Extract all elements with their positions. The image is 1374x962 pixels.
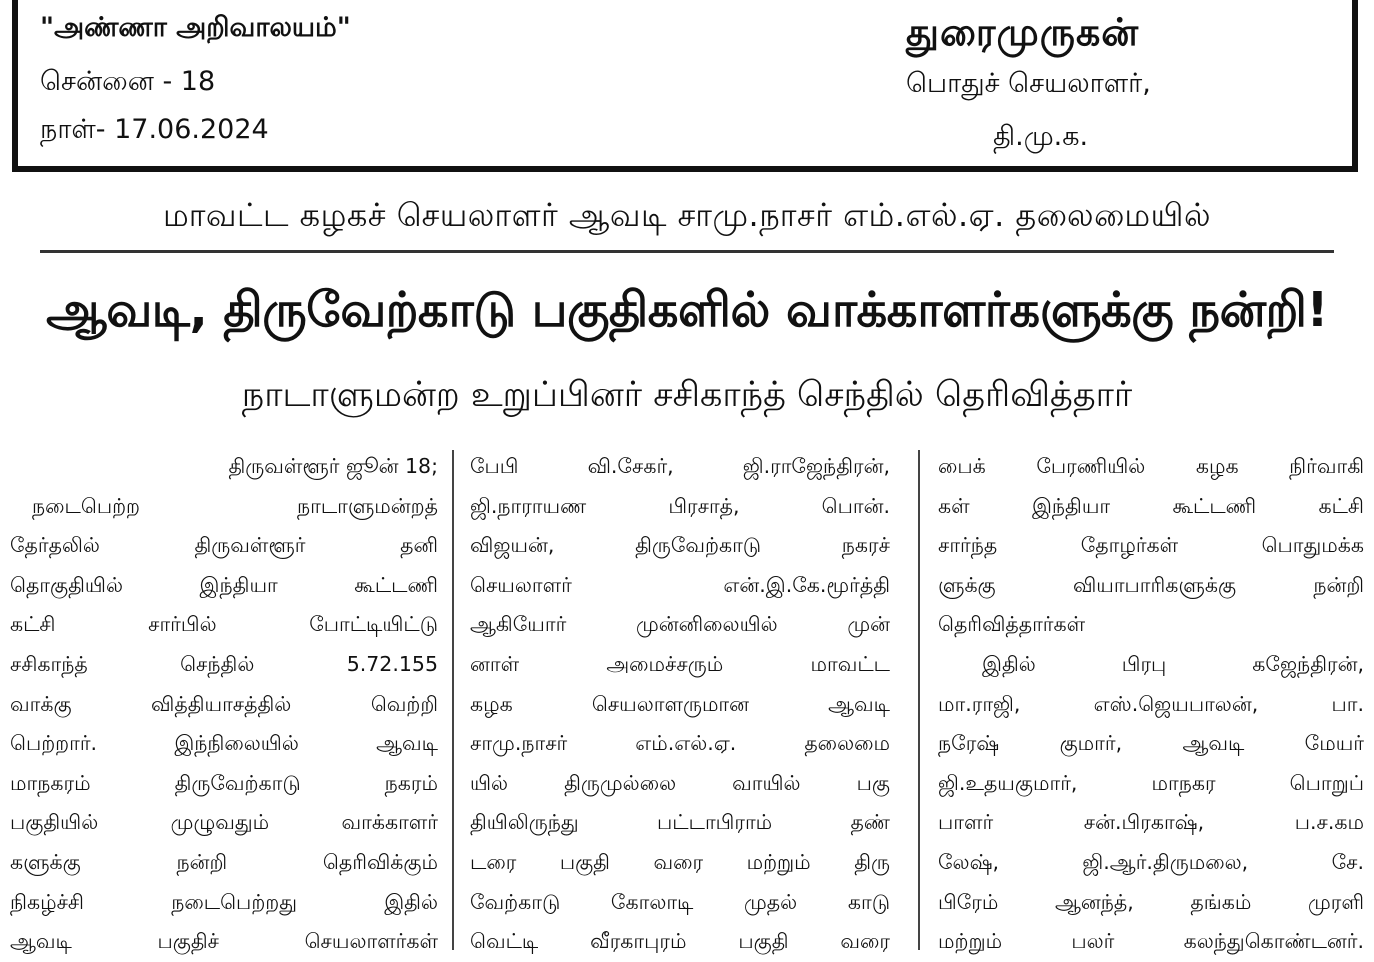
column-line: சசிகாந்த் செந்தில் 5.72.155 [10,651,438,676]
letterhead-box [12,0,1358,172]
article-kicker: மாவட்ட கழகச் செயலாளர் ஆவடி சாமு.நாசர் எம்.எல்.ஏ. தலைமையில் [162,196,1212,234]
column-line: இதில் பிரபு கஜேந்திரன், [982,651,1364,676]
article-headline: ஆவடி, திருவேற்காடு பகுதிகளில் வாக்காளர்களுக்கு நன்றி! [46,282,1328,338]
column-line: பேபி வி.சேகர், ஜி.ராஜேந்திரன், [470,454,890,478]
column-line: நரேஷ் குமார், ஆவடி மேயர் [938,731,1364,756]
column-divider [918,450,920,950]
release-date: நாள்- 17.06.2024 [40,114,269,145]
column-line: சார்ந்த தோழர்கள் பொதுமக்க [938,533,1364,558]
column-line: தொகுதியில் இந்தியா கூட்டணி [10,572,438,597]
column-line: வேற்காடு கோலாடி முதல் காடு [470,889,890,914]
article-subheadline: நாடாளுமன்ற உறுப்பினர் சசிகாந்த் செந்தில் தெரிவித்தார் [241,375,1133,415]
column-line: ஜி.நாராயண பிரசாத், பொன். [470,493,890,518]
office-city: சென்னை - 18 [40,66,216,97]
issuer-party: தி.மு.க. [993,121,1089,152]
column-line: மா.ராஜி, எஸ்.ஜெயபாலன், பா. [938,691,1364,716]
issuer-name: துரைமுருகன் [906,10,1140,54]
column-line: கட்சி சார்பில் போட்டியிட்டு [10,612,438,637]
column-line: பகுதியில் முழுவதும் வாக்காளர் [10,810,438,835]
column-line: செயலாளர் என்.இ.கே.மூர்த்தி [470,572,890,597]
column-line: நிகழ்ச்சி நடைபெற்றது இதில் [10,889,438,914]
column-line: ளுக்கு வியாபாரிகளுக்கு நன்றி [938,572,1364,597]
article-column-3 [938,447,1364,962]
divider [40,250,1334,253]
column-line: ஆகியோர் முன்னிலையில் முன் [470,612,890,637]
column-line: வாக்கு வித்தியாசத்தில் வெற்றி [10,691,438,716]
column-line: களுக்கு நன்றி தெரிவிக்கும் [10,849,438,874]
column-line: பாளர் சன்.பிரகாஷ், ப.ச.கம [938,810,1364,835]
issuer-title: பொதுச் செயலாளர், [906,68,1151,99]
office-name: "அண்ணா அறிவாலயம்" [40,12,351,43]
column-line: மாநகரம் திருவேற்காடு நகரம் [10,770,438,795]
column-line: விஜயன், திருவேற்காடு நகரச் [470,533,890,558]
column-line: னாள் அமைச்சரும் மாவட்ட [470,651,890,676]
column-line: மற்றும் பலர் கலந்துகொண்டனர். [938,929,1364,954]
column-line: வெட்டி வீரகாபுரம் பகுதி வரை [470,929,890,954]
column-line: பிரேம் ஆனந்த், தங்கம் முரளி [938,889,1364,914]
column-line: லேஷ், ஜி.ஆர்.திருமலை, சே. [938,849,1364,874]
article-column-2 [470,447,890,962]
column-line: பெற்றார். இந்நிலையில் ஆவடி [10,731,438,756]
column-line: தேர்தலில் திருவள்ளூர் தனி [10,533,438,558]
column-line: ஆவடி பகுதிச் செயலாளர்கள் [10,929,438,954]
column-line: திருவள்ளூர் ஜூன் 18; [228,454,438,478]
column-line: யில் திருமுல்லை வாயில் பகு [470,770,890,795]
column-line: தியிலிருந்து பட்டாபிராம் தண் [470,810,890,835]
column-line: பைக் பேரணியில் கழக நிர்வாகி [938,454,1364,478]
column-line: கழக செயலாளருமான ஆவடி [470,691,890,716]
column-line: நடைபெற்ற நாடாளுமன்றத் [32,493,438,518]
column-line: டரை பகுதி வரை மற்றும் திரு [470,849,890,874]
column-line: சாமு.நாசர் எம்.எல்.ஏ. தலைமை [470,731,890,756]
article-column-1 [10,447,438,962]
column-line: தெரிவித்தார்கள் [938,612,1086,637]
column-line: கள் இந்தியா கூட்டணி கட்சி [938,493,1364,518]
column-line: ஜி.உதயகுமார், மாநகர பொறுப் [938,770,1364,795]
column-divider [452,450,454,950]
